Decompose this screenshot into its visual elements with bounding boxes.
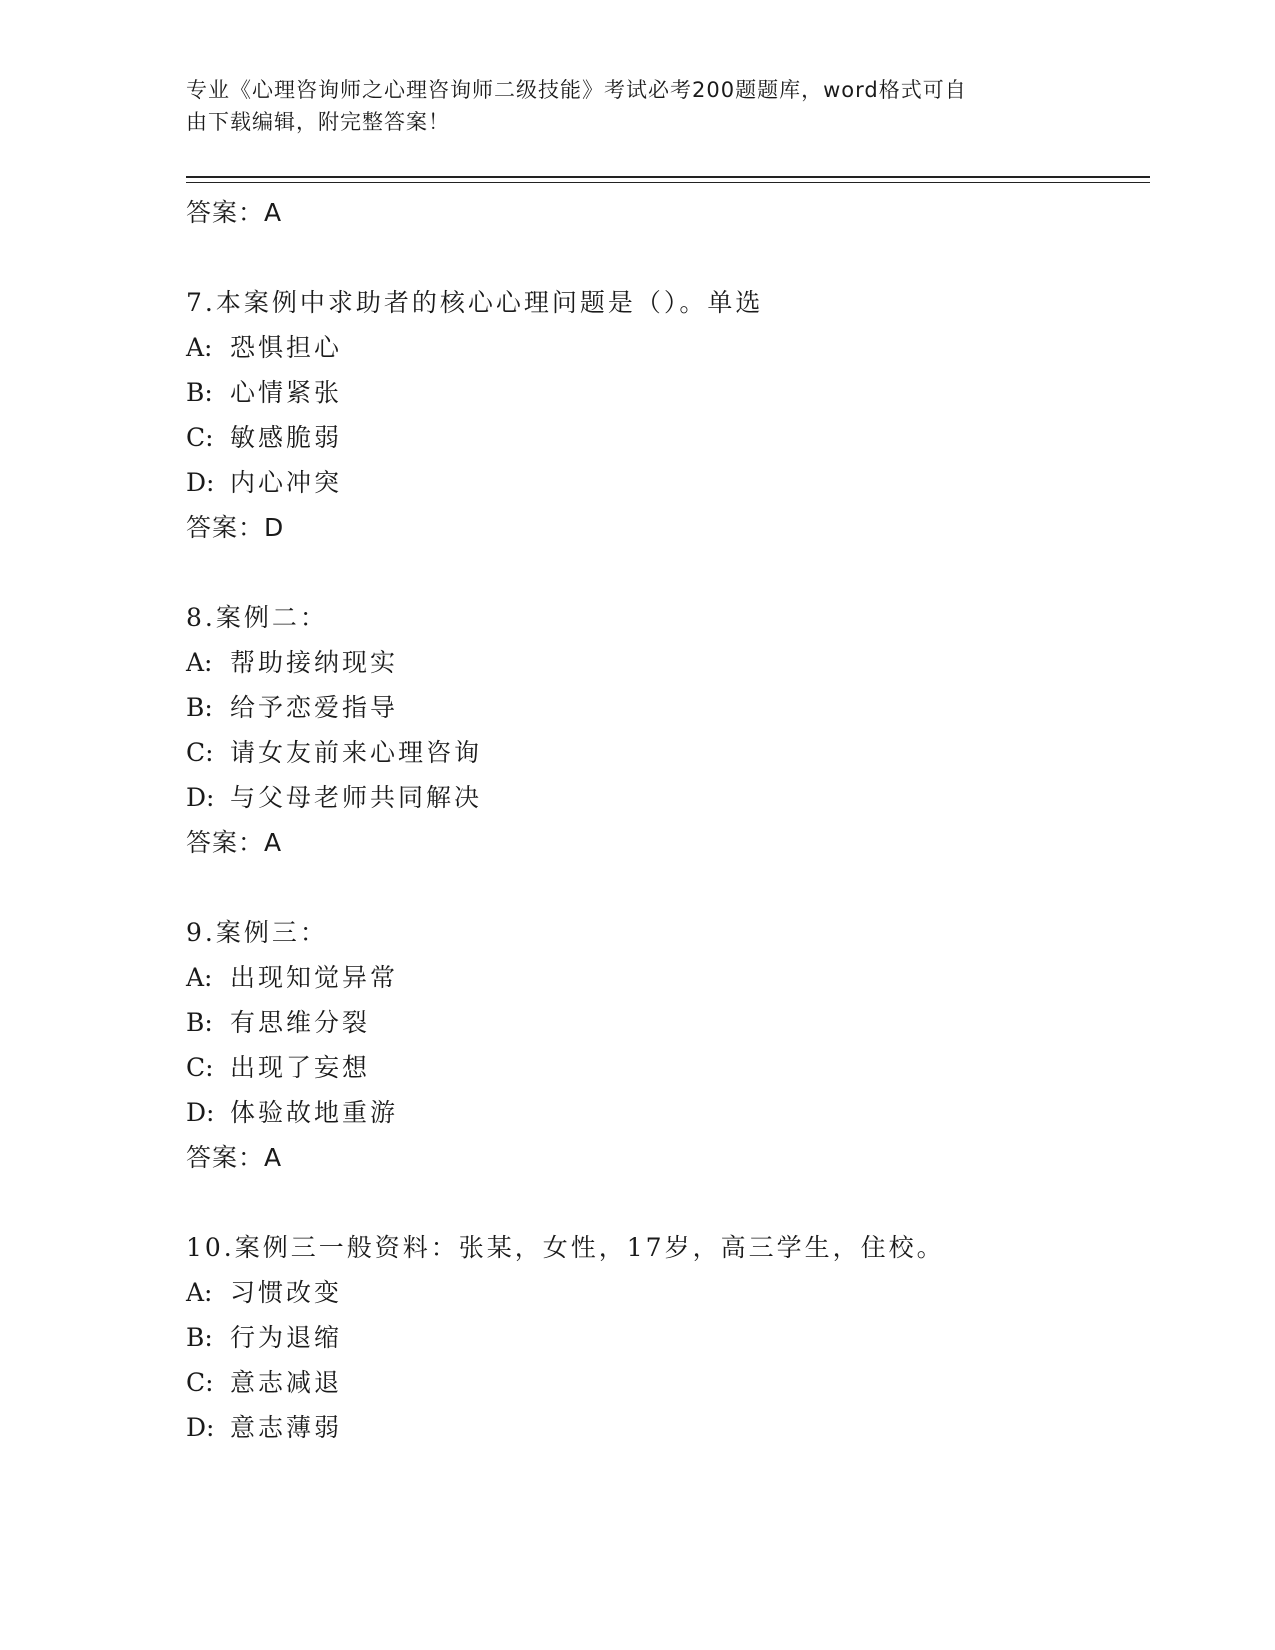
option-letter: D: <box>186 783 215 812</box>
option-b <box>186 1000 1150 1045</box>
option-c <box>186 1360 1150 1405</box>
option-letter: A: <box>186 648 213 677</box>
header-divider-thin <box>186 182 1150 183</box>
option-text: 帮助接纳现实 <box>230 648 399 677</box>
option-letter: B: <box>186 693 213 722</box>
answer-line <box>186 505 1150 551</box>
answer-label: 答案： <box>186 1143 265 1172</box>
option-a <box>186 1270 1150 1315</box>
option-text: 给予恋爱指导 <box>230 693 399 722</box>
question-text: 7.本案例中求助者的核心心理问题是（）。单选 <box>186 288 764 317</box>
option-text: 出现知觉异常 <box>230 963 399 992</box>
option-text: 习惯改变 <box>230 1278 343 1307</box>
option-c <box>186 730 1150 775</box>
option-letter: A: <box>186 333 213 362</box>
option-letter: D: <box>186 1413 215 1442</box>
option-text: 意志薄弱 <box>230 1413 343 1442</box>
option-letter: B: <box>186 1008 213 1037</box>
option-text: 敏感脆弱 <box>230 423 343 452</box>
header-line-2: 由下载编辑，附完整答案！ <box>186 110 450 134</box>
header-divider-thick <box>186 176 1150 178</box>
option-text: 内心冲突 <box>230 468 343 497</box>
option-d <box>186 1405 1150 1450</box>
answer-label: 答案： <box>186 198 265 227</box>
answer-value: A <box>264 828 283 857</box>
answer-label: 答案： <box>186 828 265 857</box>
option-text: 恐惧担心 <box>230 333 343 362</box>
option-letter: A: <box>186 1278 213 1307</box>
answer-line <box>186 190 1150 236</box>
question-block <box>186 595 1150 866</box>
option-letter: C: <box>186 423 214 452</box>
answer-line <box>186 820 1150 866</box>
option-text: 心情紧张 <box>230 378 343 407</box>
option-c <box>186 415 1150 460</box>
answer-value: D <box>264 513 285 542</box>
option-d <box>186 1090 1150 1135</box>
option-letter: C: <box>186 738 214 767</box>
option-letter: B: <box>186 378 213 407</box>
option-text: 与父母老师共同解决 <box>230 783 483 812</box>
option-d <box>186 775 1150 820</box>
answer-value: A <box>264 198 283 227</box>
option-c <box>186 1045 1150 1090</box>
question-text: 10.案例三一般资料：张某，女性，17岁，高三学生，住校。 <box>186 1233 945 1262</box>
question-list <box>186 190 1150 1450</box>
question-block <box>186 280 1150 551</box>
option-text: 有思维分裂 <box>230 1008 371 1037</box>
option-text: 出现了妄想 <box>230 1053 371 1082</box>
option-letter: C: <box>186 1053 214 1082</box>
option-d <box>186 460 1150 505</box>
option-b <box>186 685 1150 730</box>
option-text: 请女友前来心理咨询 <box>230 738 483 767</box>
option-letter: C: <box>186 1368 214 1397</box>
option-a <box>186 640 1150 685</box>
question-block <box>186 1225 1150 1450</box>
option-letter: A: <box>186 963 213 992</box>
option-a <box>186 955 1150 1000</box>
question-text: 9.案例三： <box>186 918 328 947</box>
option-b <box>186 370 1150 415</box>
document-header <box>186 74 1066 138</box>
option-text: 体验故地重游 <box>230 1098 399 1127</box>
option-letter: D: <box>186 1098 215 1127</box>
question-text: 8.案例二： <box>186 603 328 632</box>
option-letter: B: <box>186 1323 213 1352</box>
answer-label: 答案： <box>186 513 265 542</box>
option-letter: D: <box>186 468 215 497</box>
answer-line <box>186 1135 1150 1181</box>
option-text: 行为退缩 <box>230 1323 343 1352</box>
question-block <box>186 910 1150 1181</box>
option-text: 意志减退 <box>230 1368 343 1397</box>
header-line-1: 专业《心理咨询师之心理咨询师二级技能》考试必考200题题库，word格式可自 <box>186 78 967 102</box>
option-b <box>186 1315 1150 1360</box>
answer-value: A <box>264 1143 283 1172</box>
option-a <box>186 325 1150 370</box>
